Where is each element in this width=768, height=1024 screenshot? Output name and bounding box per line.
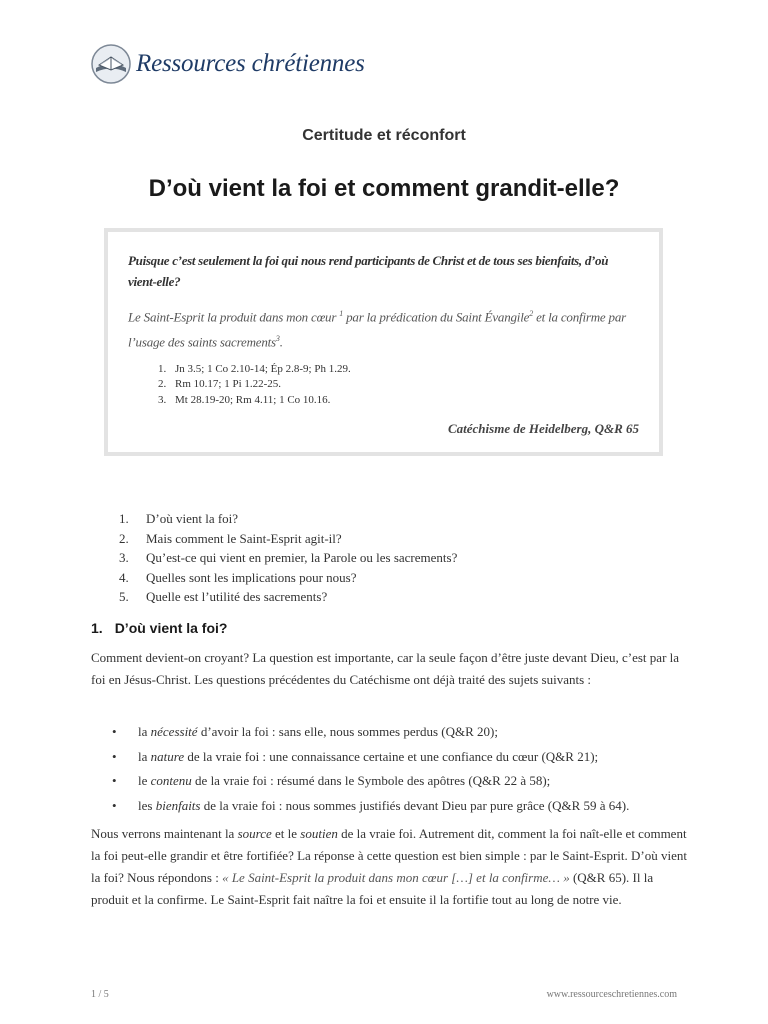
page-footer	[91, 989, 677, 1000]
quote-source: Catéchisme de Heidelberg, Q&R 65	[447, 421, 639, 437]
document-title: D’où vient la foi et comment grandit-elle?	[148, 175, 620, 202]
toc-item: 1. D’où vient la foi?	[119, 511, 239, 526]
catechism-quote-box	[104, 228, 663, 456]
body-paragraph: Nous verrons maintenant la source et le soutien de la vraie foi. Autrement dit, comment la foi naît-elle et comment la foi peut-elle grandir et être fortifiée? La réponse à cette question est bien simple : par le Saint-Esprit. D’où vient la foi? Nous répondons : « Le Saint-Esprit la produit dans mon cœur […] et la confirme… » (Q&R 65). Il la produit et la confirme. Le Saint-Esprit fait naître la foi et ensuite il la fortifie tout au long de notre vie.	[91, 826, 687, 907]
list-item: • la nécessité d’avoir la foi : sans elle, nous sommes perdus (Q&R 20);	[112, 724, 498, 739]
body-paragraph: Comment devient-on croyant? La question est importante, car la seule façon d’être juste devant Dieu, c’est par la foi en Jésus-Christ. Les questions précédentes du Catéchisme ont déjà traité des sujets suivants :	[91, 650, 680, 687]
toc-item: 3. Qu’est-ce qui vient en premier, la Parole ou les sacrements?	[119, 550, 458, 565]
page-number: 1 / 5	[91, 989, 109, 1000]
list-item: • le contenu de la vraie foi : résumé dans le Symbole des apôtres (Q&R 22 à 58);	[112, 773, 551, 788]
scripture-references	[128, 362, 639, 409]
footnote-ref: 2	[529, 309, 534, 318]
reference-item: 2. Rm 10.17; 1 Pi 1.22-25.	[158, 378, 282, 391]
toc-item: 4. Quelles sont les implications pour nous?	[119, 569, 357, 585]
list-item: • la nature de la vraie foi : une connaissance certaine et une confiance du cœur (Q&R 21);	[112, 748, 599, 764]
footnote-ref: 1	[339, 309, 344, 318]
reference-item: 3. Mt 28.19-20; Rm 4.11; 1 Co 10.16.	[158, 393, 331, 406]
quote-question: Puisque c’est seulement la foi qui nous rend participants de Christ et de tous ses bienfaits, d’où vient-elle?	[128, 253, 609, 289]
book-globe-icon	[90, 43, 132, 85]
logo-text: Ressources chrétiennes	[136, 50, 365, 77]
bullet-list	[112, 720, 672, 818]
list-item: • les bienfaits de la vraie foi : nous sommes justifiés devant Dieu par pure grâce (Q&R 59 à 64).	[112, 797, 630, 813]
inline-quote: « Le Saint-Esprit la produit dans mon cœur […] et la confirme… »	[222, 870, 570, 885]
toc-item: 2. Mais comment le Saint-Esprit agit-il?	[119, 530, 342, 546]
quote-answer: Le Saint-Esprit la produit dans mon cœur $^1$ par la prédication du Saint Évangile$^2$ et la confirme par l’usage des saints sacrements$^3$.	[128, 309, 626, 350]
site-logo[interactable]	[90, 42, 365, 86]
section-heading: 1. D’où vient la foi?	[91, 620, 228, 636]
toc-item: 5. Quelle est l’utilité des sacrements?	[119, 589, 328, 604]
footnote-ref: 3	[275, 334, 280, 344]
table-of-contents	[119, 509, 457, 607]
reference-item: 1. Jn 3.5; 1 Co 2.10-14; Ép 2.8-9; Ph 1.29.	[158, 362, 351, 375]
document-subtitle: Certitude et réconfort	[302, 127, 466, 144]
website-link[interactable]: www.ressourceschretiennes.com	[546, 989, 677, 1000]
